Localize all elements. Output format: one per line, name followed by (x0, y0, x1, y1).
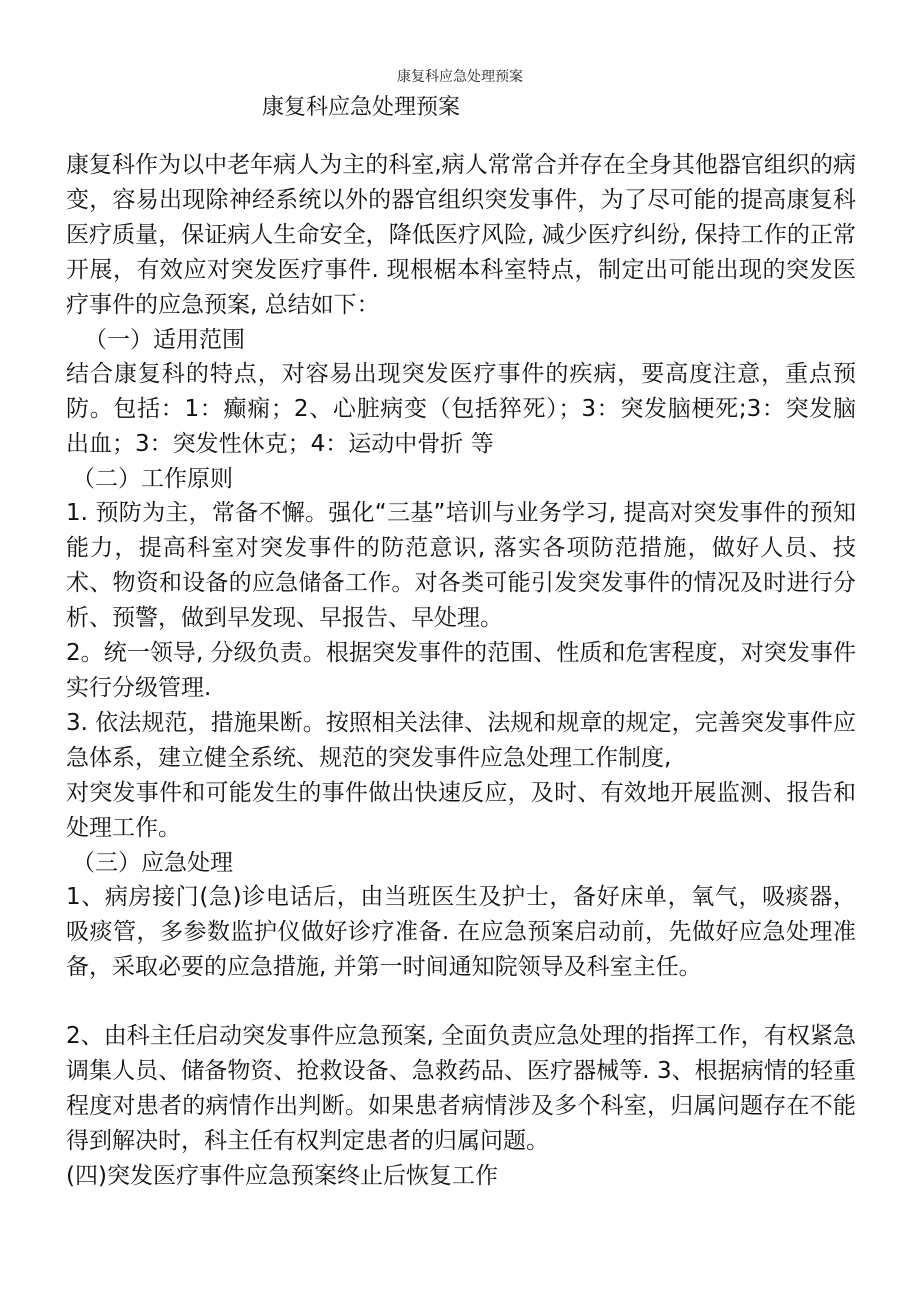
section-3-paragraph-2: 2、由科主任启动突发事件应急预案, 全面负责应急处理的指挥工作，有权紧急调集人员、储备物资、抢救设备、急救药品、医疗器械等. 3、根据病情的轻重程度对患者的病情作出判断。如果患者病情涉及多个科室，归属问题存在不能得到解决时，科主任有权判定患者的归属问题。 (66, 1023, 856, 1154)
section-3-heading: （三）应急处理 (72, 850, 233, 876)
section-2-paragraph-3b: 对突发事件和可能发生的事件做出快速反应，及时、有效地开展监测、报告和处理工作。 (66, 780, 856, 841)
section-1-heading: （一）适用范围 (84, 327, 245, 353)
document-title: 康复科应急处理预案 (262, 95, 461, 120)
section-1-text: 结合康复科的特点，对容易出现突发医疗事件的疾病，要高度注意，重点预防。包括：1：癫痫；2、心脏病变（包括猝死）；3：突发脑梗死;3：突发脑出血；3：突发性休克；4：运动中骨折 等 (66, 361, 856, 457)
section-2-heading: （二）工作原则 (72, 466, 233, 492)
section-2-paragraph-2: 2。统一领导, 分级负责。根据突发事件的范围、性质和危害程度，对突发事件实行分级管理. (66, 640, 856, 701)
section-2-paragraph-3a: 3. 依法规范，措施果断。按照相关法律、法规和规章的规定，完善突发事件应急体系，建立健全系统、规范的突发事件应急处理工作制度, (66, 710, 856, 771)
intro-paragraph: 康复科作为以中老年病人为主的科室,病人常常合并存在全身其他器官组织的病变，容易出现除神经系统以外的器官组织突发事件，为了尽可能的提高康复科医疗质量，保证病人生命安全，降低医疗风险, 减少医疗纠纷, 保持工作的正常开展，有效应对突发医疗事件. 现根椐本科室特点，制定出可能出现的突发医疗事件的应急预案, 总结如下： (66, 152, 856, 318)
section-3-paragraph-1: 1、病房接门(急)诊电话后，由当班医生及护士，备好床单，氧气，吸痰器，吸痰管，多参数监护仪做好诊疗准备. 在应急预案启动前，先做好应急处理准备，采取必要的应急措施, 并第一时间通知院领导及科室主任。 (66, 884, 856, 980)
section-4-heading: (四)突发医疗事件应急预案终止后恢复工作 (66, 1163, 498, 1189)
document-body (66, 148, 856, 1193)
section-2-paragraph-1: 1. 预防为主，常备不懈。强化“三基”培训与业务学习, 提高对突发事件的预知能力，提高科室对突发事件的防范意识, 落实各项防范措施，做好人员、技术、物资和设备的应急储备工作。对各类可能引发突发事件的情况及时进行分析、预警，做到早发现、早报告、早处理。 (66, 500, 856, 631)
page-header: 康复科应急处理预案 (397, 69, 523, 85)
paragraph-spacer (66, 985, 856, 1019)
